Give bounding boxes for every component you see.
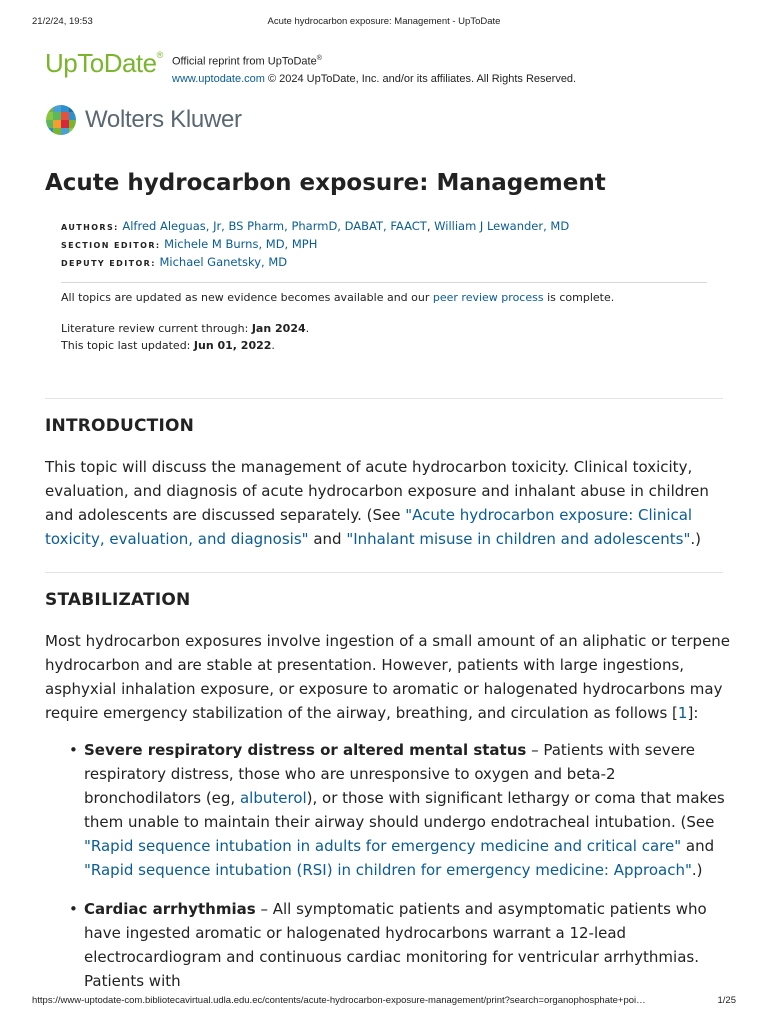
- copyright-text: © 2024 UpToDate, Inc. and/or its affiliates. All Rights Reserved.: [264, 72, 577, 85]
- print-date: 21/2/24, 19:53: [32, 16, 93, 27]
- uptodate-logo: UpToDate®: [45, 48, 163, 78]
- literature-review-line: Literature review current through: Jan 2024.: [61, 322, 310, 335]
- wolters-kluwer-logo: [45, 104, 305, 136]
- peer-review-link[interactable]: peer review process: [432, 291, 544, 304]
- introduction-paragraph: This topic will discuss the management of acute hydrocarbon toxicity. Clinical toxicity, evaluation, and diagnosis of acute hydrocarbon exposure and inhalant abuse in children and adolescents are discussed separately. (See "Acute hydrocarbon exposure: Clinical toxicity, evaluation, and diagnosis" and "Inhalant misuse in children and adolescents".): [45, 458, 709, 548]
- bullet-icon: •: [69, 900, 78, 918]
- deputy-editor-row: [61, 254, 569, 272]
- reference-link-1[interactable]: 1: [677, 704, 688, 722]
- inhalant-misuse-topic-link[interactable]: "Inhalant misuse in children and adolescents": [346, 530, 691, 548]
- brand-row: [45, 46, 723, 86]
- list-item: • Cardiac arrhythmias – All symptomatic patients and asymptomatic patients who have ingested aromatic or halogenated hydrocarbons warrant a 12-lead electrocardiogram and continuous cardiac monitoring for ventricular arrhythmias. Patients with: [45, 897, 735, 993]
- uptodate-site-link[interactable]: www.uptodate.com: [172, 72, 265, 85]
- article-contributors: [61, 218, 569, 272]
- stabilization-paragraph: Most hydrocarbon exposures involve ingestion of a small amount of an aliphatic or terpene hydrocarbon and are stable at presentation. However, patients with large ingestions, asphyxial inhalation exposure, or exposure to aromatic or halogenated hydrocarbons may require emergency stabilization of the airway, breathing, and circulation as follows [1]:: [45, 632, 731, 722]
- page-title: Acute hydrocarbon exposure: Management: [45, 170, 606, 196]
- print-footer: [32, 995, 736, 1009]
- author-link-lewander[interactable]: William J Lewander, MD: [434, 219, 570, 233]
- list-item: • Severe respiratory distress or altered mental status – Patients with severe respiratory distress, those who are unresponsive to oxygen and beta-2 bronchodilators (eg, albuterol), or those with significant lethargy or coma that makes them unable to maintain their airway should undergo endotracheal intubation. (See "Rapid sequence intubation in adults for emergency medicine and critical care" and "Rapid sequence intubation (RSI) in children for emergency medicine: Approach".): [45, 738, 735, 882]
- divider: [45, 398, 723, 399]
- rsi-adults-topic-link[interactable]: "Rapid sequence intubation in adults for emergency medicine and critical care": [84, 837, 682, 855]
- bullet-icon: •: [69, 741, 78, 759]
- reprint-notice: Official reprint from UpToDate® www.uptodate.com © 2024 UpToDate, Inc. and/or its affiliates. All Rights Reserved.: [172, 55, 577, 85]
- introduction-heading: INTRODUCTION: [45, 416, 195, 436]
- wolters-kluwer-wordmark: Wolters Kluwer: [85, 106, 242, 133]
- last-updated-line: This topic last updated: Jun 01, 2022.: [61, 339, 275, 352]
- divider: [45, 572, 723, 573]
- author-link-aleguas[interactable]: Alfred Aleguas, Jr, BS Pharm, PharmD, DABAT, FAACT: [122, 219, 427, 233]
- clinical-toxicity-topic-link[interactable]: "Acute hydrocarbon exposure: Clinical toxicity, evaluation, and diagnosis": [45, 506, 693, 548]
- stabilization-heading: STABILIZATION: [45, 590, 191, 610]
- authors-label: AUTHORS:: [61, 223, 119, 232]
- print-header: [32, 16, 736, 30]
- stabilization-list: [45, 738, 735, 1008]
- deputy-editor-label: DEPUTY EDITOR:: [61, 259, 156, 268]
- review-dates: [61, 320, 309, 354]
- albuterol-drug-link[interactable]: albuterol: [239, 789, 307, 807]
- rsi-children-topic-link[interactable]: "Rapid sequence intubation (RSI) in children for emergency medicine: Approach": [84, 861, 692, 879]
- update-note: All topics are updated as new evidence becomes available and our peer review process is complete.: [61, 291, 615, 304]
- section-editor-label: SECTION EDITOR:: [61, 241, 161, 250]
- divider: [61, 282, 707, 283]
- page-number: 1/25: [717, 995, 736, 1006]
- print-url: https://www-uptodate-com.bibliotecavirtual.udla.edu.ec/contents/acute-hydrocarbon-exposure-management/print?search=organophosphate+poi…: [32, 995, 646, 1006]
- section-editor-row: [61, 236, 569, 254]
- authors-row: AUTHORS: Alfred Aleguas, Jr, BS Pharm, PharmD, DABAT, FAACT, William J Lewander, MD: [61, 219, 570, 233]
- deputy-editor-link[interactable]: Michael Ganetsky, MD: [159, 255, 288, 269]
- reprint-line: Official reprint from UpToDate: [172, 55, 317, 68]
- print-page-title: Acute hydrocarbon exposure: Management - UpToDate: [267, 16, 501, 27]
- wolters-kluwer-mark-icon: [45, 104, 77, 136]
- section-editor-link[interactable]: Michele M Burns, MD, MPH: [164, 237, 318, 251]
